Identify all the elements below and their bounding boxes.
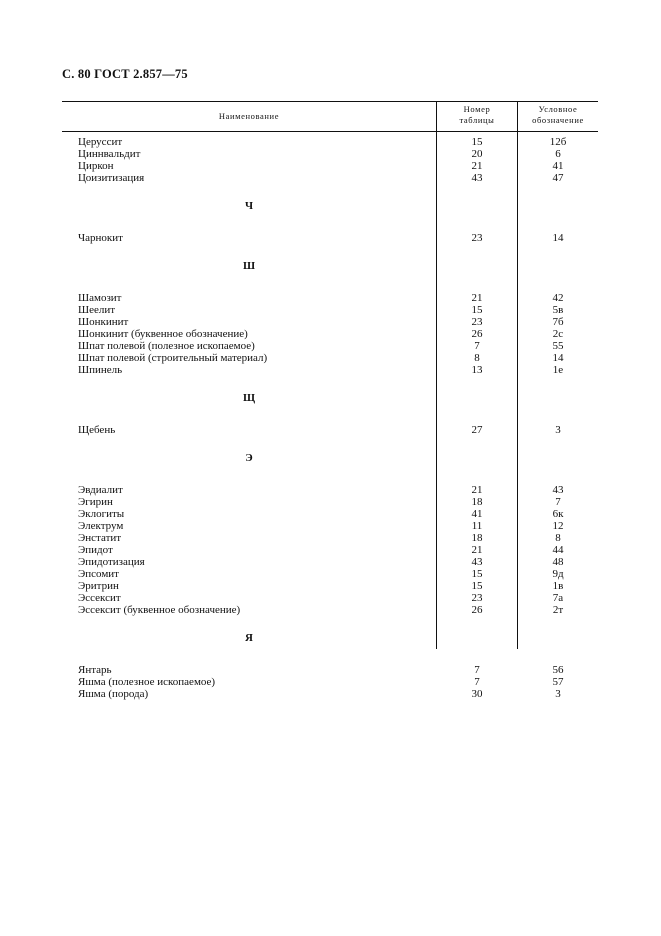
- header-table-number: [437, 104, 517, 126]
- cell-symbol: 5в: [552, 304, 564, 316]
- cell-name: Эпидотизация: [78, 556, 145, 568]
- cell-symbol: 57: [552, 676, 564, 688]
- table-row: [62, 496, 598, 508]
- cell-symbol: 41: [552, 160, 564, 172]
- table-row: [62, 316, 598, 328]
- cell-name: Яшма (порода): [78, 688, 149, 700]
- table-row: [62, 520, 598, 532]
- header-name: Наименование: [218, 111, 280, 121]
- cell-symbol: 1е: [552, 364, 564, 376]
- cell-name: Шпат полевой (полезное ископаемое): [78, 340, 255, 352]
- cell-table-number: 7: [474, 340, 480, 352]
- cell-symbol: 2т: [552, 604, 564, 616]
- cell-name: Эгирин: [78, 496, 113, 508]
- cell-table-number: 21: [471, 484, 483, 496]
- cell-table-number: 15: [471, 136, 483, 148]
- cell-table-number: 7: [474, 664, 480, 676]
- cell-name: Эссексит: [78, 592, 121, 604]
- header-number-line2: таблицы: [459, 115, 495, 125]
- cell-name: Шамозит: [78, 292, 122, 304]
- cell-name: Чарнокит: [78, 232, 123, 244]
- header-number-line1: Номер: [463, 104, 491, 114]
- cell-table-number: 11: [471, 520, 483, 532]
- cell-table-number: 21: [471, 292, 483, 304]
- cell-name: Энстатит: [78, 532, 122, 544]
- cell-symbol: 48: [552, 556, 564, 568]
- table-row: [62, 532, 598, 544]
- section-letter-row: [62, 436, 598, 484]
- cell-symbol: 3: [555, 424, 561, 436]
- table-row: [62, 304, 598, 316]
- table-row: [62, 328, 598, 340]
- cell-name: Эвдиалит: [78, 484, 123, 496]
- cell-symbol: 12б: [549, 136, 567, 148]
- cell-name: Электрум: [78, 520, 124, 532]
- cell-symbol: 56: [552, 664, 564, 676]
- cell-table-number: 26: [471, 328, 483, 340]
- cell-symbol: 6к: [552, 508, 564, 520]
- table-row: [62, 508, 598, 520]
- table-row: [62, 580, 598, 592]
- cell-name: Янтарь: [78, 664, 112, 676]
- cell-table-number: 15: [471, 568, 483, 580]
- cell-table-number: 15: [471, 304, 483, 316]
- cell-name: Эритрин: [78, 580, 119, 592]
- cell-table-number: 13: [471, 364, 483, 376]
- header-symbol-line2: обозначение: [532, 115, 584, 125]
- cell-symbol: 8: [555, 532, 561, 544]
- cell-symbol: 42: [552, 292, 564, 304]
- cell-name: Эклогиты: [78, 508, 125, 520]
- cell-name: Шеелит: [78, 304, 116, 316]
- table-row: [62, 664, 598, 676]
- cell-table-number: 30: [471, 688, 483, 700]
- cell-symbol: 12: [552, 520, 564, 532]
- section-letter-row: [62, 244, 598, 292]
- cell-table-number: 18: [471, 532, 483, 544]
- cell-symbol: 14: [552, 232, 564, 244]
- page-header: С. 80 ГОСТ 2.857—75: [62, 67, 188, 81]
- cell-table-number: 23: [471, 316, 483, 328]
- cell-name: Циркон: [78, 160, 114, 172]
- cell-name: Циннвальдит: [78, 148, 141, 160]
- section-letter: Ш: [242, 260, 256, 272]
- cell-table-number: 23: [471, 592, 483, 604]
- cell-name: Яшма (полезное ископаемое): [78, 676, 216, 688]
- cell-name: Церуссит: [78, 136, 123, 148]
- cell-symbol: 3: [555, 688, 561, 700]
- table-row: [62, 556, 598, 568]
- section-letter: Э: [245, 452, 253, 464]
- cell-name: Шонкинит: [78, 316, 129, 328]
- cell-symbol: 14: [552, 352, 564, 364]
- table-body: [62, 136, 598, 700]
- cell-symbol: 9д: [552, 568, 564, 580]
- cell-symbol: 43: [552, 484, 564, 496]
- cell-symbol: 6: [555, 148, 561, 160]
- table-row: [62, 688, 598, 700]
- cell-table-number: 23: [471, 232, 483, 244]
- cell-symbol: 47: [552, 172, 564, 184]
- table-row: [62, 676, 598, 688]
- cell-table-number: 20: [471, 148, 483, 160]
- cell-table-number: 43: [471, 172, 483, 184]
- cell-symbol: 1в: [552, 580, 564, 592]
- table-row: [62, 148, 598, 160]
- cell-table-number: 21: [471, 160, 483, 172]
- section-letter-row: [62, 184, 598, 232]
- cell-table-number: 27: [471, 424, 483, 436]
- table-row: [62, 160, 598, 172]
- cell-table-number: 7: [474, 676, 480, 688]
- cell-name: Эпидот: [78, 544, 113, 556]
- table-row: [62, 364, 598, 376]
- table-row: [62, 424, 598, 436]
- cell-name: Эпсомит: [78, 568, 119, 580]
- cell-name: Щебень: [78, 424, 116, 436]
- section-letter: Ч: [244, 200, 254, 212]
- table-row: [62, 484, 598, 496]
- table-row: [62, 604, 598, 616]
- cell-table-number: 21: [471, 544, 483, 556]
- table-row: [62, 568, 598, 580]
- section-letter: Щ: [242, 392, 256, 404]
- table-row: [62, 292, 598, 304]
- cell-symbol: 7: [555, 496, 561, 508]
- header-symbol: [518, 104, 598, 126]
- cell-name: Эссексит (буквенное обозначение): [78, 604, 241, 616]
- table-row: [62, 340, 598, 352]
- header-symbol-line1: Условное: [538, 104, 578, 114]
- table-row: [62, 136, 598, 148]
- section-letter-row: [62, 616, 598, 664]
- cell-name: Шонкинит (буквенное обозначение): [78, 328, 248, 340]
- cell-table-number: 43: [471, 556, 483, 568]
- cell-symbol: 7а: [552, 592, 564, 604]
- table-row: [62, 172, 598, 184]
- cell-name: Цоизитизация: [78, 172, 145, 184]
- section-letter: Я: [245, 632, 253, 644]
- table-row: [62, 232, 598, 244]
- cell-symbol: 2с: [552, 328, 564, 340]
- cell-table-number: 8: [474, 352, 480, 364]
- cell-table-number: 26: [471, 604, 483, 616]
- cell-table-number: 18: [471, 496, 483, 508]
- cell-symbol: 7б: [552, 316, 564, 328]
- table-row: [62, 592, 598, 604]
- table-row: [62, 544, 598, 556]
- cell-symbol: 44: [552, 544, 564, 556]
- cell-symbol: 55: [552, 340, 564, 352]
- cell-name: Шпат полевой (строительный материал): [78, 352, 268, 364]
- cell-table-number: 15: [471, 580, 483, 592]
- section-letter-row: [62, 376, 598, 424]
- table-row: [62, 352, 598, 364]
- cell-name: Шпинель: [78, 364, 123, 376]
- cell-table-number: 41: [471, 508, 483, 520]
